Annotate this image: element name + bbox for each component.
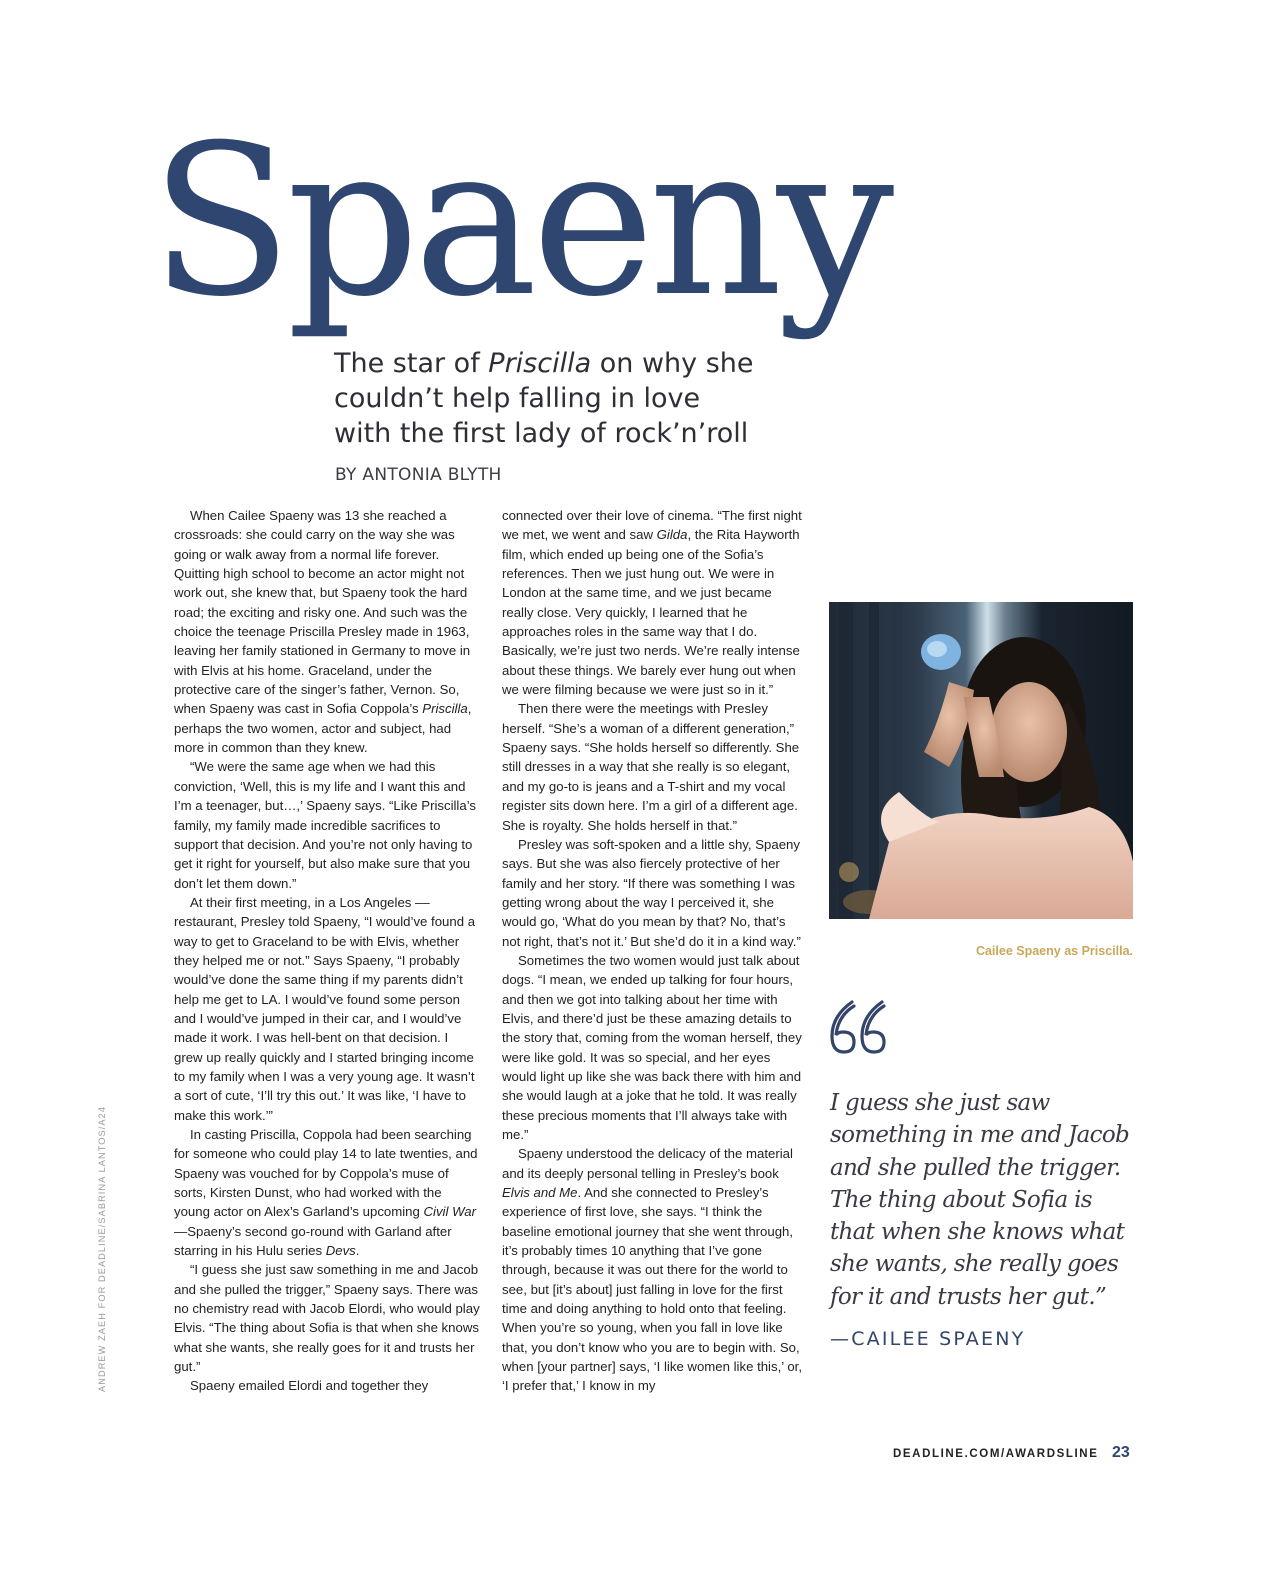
article-title: Spaeny <box>150 101 889 343</box>
film-title-italic: Gilda <box>656 527 688 543</box>
page-number: 23 <box>1112 1444 1130 1461</box>
paragraph-text: . And she connected to Presley’s experience of first love, she says. “I think the baseline emotional journey that she went through, it’s probably times 10 anything that I’ve gone through, because it was out there for the world to see, but [it’s about] just falling in love for the first time and doing anything to hold onto that feeling. When you’re so young, when you fall in love like that, you don’t know who you are to begin with. So, when [your partner] says, ‘I like women like this,’ or, ‘I prefer that,’ I know in my <box>502 1185 803 1394</box>
paragraph: Sometimes the two women would just talk about dogs. “I mean, we ended up talking for four hours, and then we got into talking about her time with Elvis, and there’d just be these amazing details to the story that, coming from the woman herself, they were like gold. It was so special, and her eyes would light up like she was back there with him and she would laugh at a joke that he told. It was really these precious moments that I’ll always take with me.” <box>502 952 802 1142</box>
deck-text-end: on why she couldn’t help falling in love with the first lady of rock’n’roll <box>334 348 754 449</box>
paragraph-text: Spaeny understood the delicacy of the material and its deeply personal telling in Presley’s book <box>502 1146 793 1181</box>
article-photo <box>829 602 1133 919</box>
deck-text-start: The star of <box>334 348 489 379</box>
photo-illustration <box>829 602 1133 919</box>
paragraph-text: When Cailee Spaeny was 13 she reached a crossroads: she could carry on the way she was going or walk away from a normal life forever. Quitting high school to become an actor might not work out, she knew that, but Spaeny took the hard road; the exciting and risky one. And such was the choice the teenage Priscilla Presley made in 1963, leaving her family stationed in Germany to move in with Elvis at his home. Graceland, under the protective care of the singer’s father, Vernon. So, when Spaeny was cast in Sofia Coppola’s <box>174 508 471 717</box>
paragraph-text: In casting Priscilla, Coppola had been searching for someone who could play 14 to late twenties, and Spaeny was vouched for by Coppola’s muse of sorts, Kirsten Dunst, who had worked with the young actor on Alex’s Garland’s upcoming <box>174 1127 478 1220</box>
paragraph: Spaeny emailed Elordi and together they <box>190 1378 429 1394</box>
paragraph-text: , perhaps the two women, actor and subject, had more in common than they knew. <box>174 701 472 756</box>
photo-credit: ANDREW ZAEH FOR DEADLINE/SABRINA LANTOS/A24 <box>97 1105 107 1392</box>
body-column-2 <box>502 506 803 1396</box>
paragraph-text: connected over their love of cinema. “The first night we met, we went and saw <box>502 508 802 543</box>
paragraph-text: , the Rita Hayworth film, which ended up being one of the Sofia’s references. Then we just hung out. We were in London at the same time, and we just became really close. Very quickly, I learned that he approaches roles in the same way that I do. Basically, we’re just two nerds. We’re really intense about these things. We barely ever hung out when we were filming because we were just so in it.” <box>502 527 800 698</box>
pull-quote: I guess she just saw something in me and Jacob and she pulled the trigger. The thing about Sofia is that when she knows what she wants, she really goes for it and trusts her gut.” <box>830 1090 1129 1310</box>
quotation-mark-icon <box>826 994 890 1066</box>
paragraph: At their first meeting, in a Los Angeles –– restaurant, Presley told Spaeny, “I would’ve found a way to get to Graceland to be with Elvis, whether they helped me or not.” Says Spaeny, “I probably would’ve done the same thing if my parents didn’t help me get to LA. I would’ve found some person and I would’ve jumped in their car, and I would’ve made it work. I was hell-bent on that decision. I grew up really quickly and I started bringing income to my family when I was a very young age. It wasn’t a sort of cute, ‘I’ll try this out.’ It was like, ‘I have to make this work.’” <box>174 894 476 1123</box>
paragraph <box>174 506 480 757</box>
series-title-italic: Devs <box>325 1243 356 1259</box>
paragraph <box>174 1125 480 1260</box>
deck-film-title: Priscilla <box>488 348 592 379</box>
photo-caption: Cailee Spaeny as Priscilla. <box>975 944 1133 958</box>
paragraph <box>502 1144 803 1395</box>
paragraph: “I guess she just saw something in me and Jacob and she pulled the trigger,” Spaeny says. There was no chemistry read with Jacob Elordi, who would play Elvis. “The thing about Sofia is that when she knows what she wants, she really goes for it and trusts her gut.” <box>174 1262 480 1375</box>
paragraph <box>502 506 803 699</box>
article-deck <box>334 346 764 451</box>
footer-site: DEADLINE.COM/AWARDSLINE <box>893 1448 1099 1460</box>
film-title-italic: Civil War <box>423 1204 477 1220</box>
paragraph-text: . <box>355 1243 360 1259</box>
pull-quote-attribution: —CAILEE SPAENY <box>830 1328 1026 1350</box>
paragraph: “We were the same age when we had this conviction, ‘Well, this is my life and I want this and I’m a teenager, but…,’ Spaeny says. “Like Priscilla’s family, my family made incredible sacrifices to support that decision. And you’re not only having to get it right for yourself, but also make sure that you don’t let them down.” <box>174 759 476 891</box>
paragraph-text: —Spaeny’s second go-round with Garland after starring in his Hulu series <box>174 1223 452 1259</box>
body-column-1 <box>174 506 480 1396</box>
film-title-italic: Priscilla <box>422 701 468 717</box>
paragraph: Presley was soft-spoken and a little shy, Spaeny says. But she was also fiercely protective of her family and her story. “If there was something I was getting wrong about the way I perceived it, she would go, ‘What do you mean by that? No, that’s not right, that’s not it.’ But she’d do it in a kind way.” <box>502 836 801 949</box>
byline: BY ANTONIA BLYTH <box>335 465 502 485</box>
paragraph: Then there were the meetings with Presley herself. “She’s a woman of a different generation,” Spaeny says. “She holds herself so differently. She still dresses in a way that she really is so elegant, and my go-to is jeans and a T-shirt and my vocal register sits down here. I’m a girl of a different age. She is royalty. She holds herself in that.” <box>502 701 800 833</box>
book-title-italic: Elvis and Me <box>502 1185 578 1201</box>
